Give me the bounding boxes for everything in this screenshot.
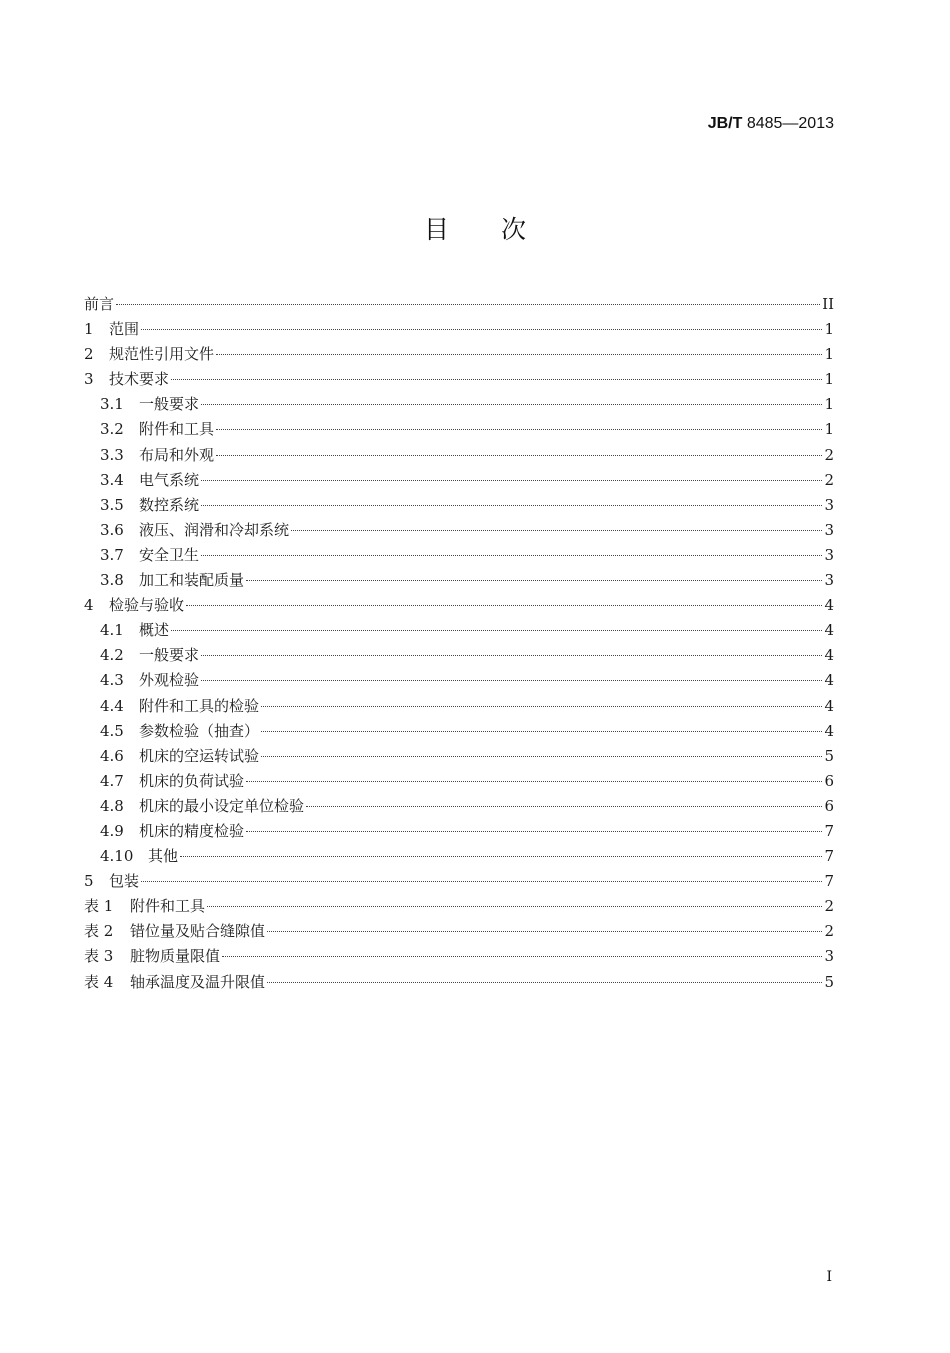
toc-entry-page: 7: [824, 872, 834, 891]
toc-entry[interactable]: [84, 819, 834, 844]
toc-entry-number: 4.4: [100, 696, 124, 715]
toc-entry-label: 电气系统: [139, 470, 200, 489]
toc-entry-number: 4.10: [100, 847, 134, 866]
standard-code-number: 8485—2013: [746, 115, 834, 132]
toc-dot-leader: [141, 329, 822, 330]
toc-entry[interactable]: [84, 944, 834, 969]
toc-entry[interactable]: [84, 744, 834, 769]
toc-entry[interactable]: [84, 342, 834, 367]
toc-entry-number: 4.6: [100, 746, 124, 765]
toc-dot-leader: [201, 680, 822, 681]
toc-entry[interactable]: [84, 794, 834, 819]
toc-entry-number: 4.8: [100, 796, 124, 815]
toc-dot-leader: [306, 806, 822, 807]
toc-dot-leader: [261, 731, 822, 732]
toc-entry-page: 4: [824, 696, 834, 715]
toc-entry-label: 液压、润滑和冷却系统: [139, 520, 290, 539]
toc-dot-leader: [222, 956, 822, 957]
toc-entry-number: 表 4: [84, 972, 114, 991]
toc-entry[interactable]: [84, 417, 834, 442]
toc-entry-page: 4: [824, 671, 834, 690]
toc-entry[interactable]: [84, 869, 834, 894]
toc-entry-label: 参数检验（抽查）: [139, 721, 260, 740]
toc-entry-page: 7: [824, 847, 834, 866]
toc-entry-page: 3: [824, 571, 834, 590]
toc-entry-page: 3: [824, 545, 834, 564]
toc-dot-leader: [201, 480, 822, 481]
toc-dot-leader: [246, 580, 822, 581]
toc-dot-leader: [180, 856, 822, 857]
toc-entry-number: 5: [84, 872, 94, 891]
toc-entry-page: 6: [824, 796, 834, 815]
toc-entry[interactable]: [84, 643, 834, 668]
toc-dot-leader: [216, 354, 822, 355]
toc-entry-page: 3: [824, 947, 834, 966]
toc-entry[interactable]: [84, 919, 834, 944]
toc-entry-label: 脏物质量限值: [130, 947, 221, 966]
toc-entry-page: 1: [824, 370, 834, 389]
toc-entry[interactable]: [84, 618, 834, 643]
toc-dot-leader: [246, 781, 822, 782]
toc-dot-leader: [116, 304, 820, 305]
toc-dot-leader: [267, 931, 822, 932]
toc-entry-label: 规范性引用文件: [109, 345, 215, 364]
toc-dot-leader: [186, 605, 822, 606]
toc-entry-number: 3.4: [100, 470, 124, 489]
toc-dot-leader: [171, 379, 822, 380]
toc-entry[interactable]: [84, 317, 834, 342]
toc-entry-label: 一般要求: [139, 395, 200, 414]
toc-dot-leader: [201, 555, 822, 556]
toc-entry-label: 加工和装配质量: [139, 571, 245, 590]
toc-entry-label: 概述: [139, 621, 170, 640]
toc-dot-leader: [201, 655, 822, 656]
standard-code: [708, 114, 834, 134]
toc-entry-page: 2: [824, 922, 834, 941]
toc-entry-number: 4.9: [100, 821, 124, 840]
toc-entry-page: 7: [824, 821, 834, 840]
toc-entry-number: 3.8: [100, 571, 124, 590]
toc-entry[interactable]: [84, 568, 834, 593]
toc-entry-label: 检验与验收: [109, 596, 185, 615]
toc-entry-number: 1: [84, 320, 94, 339]
toc-entry-page: 3: [824, 520, 834, 539]
toc-entry-label: 机床的最小设定单位检验: [139, 796, 305, 815]
toc-entry-page: 3: [824, 495, 834, 514]
toc-entry[interactable]: [84, 392, 834, 417]
toc-entry-page: 1: [824, 320, 834, 339]
toc-entry[interactable]: [84, 443, 834, 468]
toc-entry-label: 布局和外观: [139, 445, 215, 464]
toc-entry-number: 4.1: [100, 621, 124, 640]
toc-entry-page: 1: [824, 420, 834, 439]
toc-entry-number: 表 3: [84, 947, 114, 966]
toc-entry-label: 其他: [148, 847, 179, 866]
toc-entry[interactable]: [84, 844, 834, 869]
toc-entry-page: 6: [824, 771, 834, 790]
toc-entry-number: 3.2: [100, 420, 124, 439]
toc-entry[interactable]: [84, 668, 834, 693]
toc-dot-leader: [201, 404, 822, 405]
toc-entry-label: 附件和工具的检验: [139, 696, 260, 715]
toc-entry-number: 表 1: [84, 897, 114, 916]
toc-entry-number: 3.6: [100, 520, 124, 539]
toc-entry[interactable]: [84, 493, 834, 518]
toc-entry[interactable]: [84, 970, 834, 995]
toc-entry-label: 安全卫生: [139, 545, 200, 564]
toc-entry[interactable]: [84, 769, 834, 794]
toc-entry-page: 1: [824, 395, 834, 414]
toc-entry[interactable]: [84, 694, 834, 719]
toc-dot-leader: [246, 831, 822, 832]
toc-dot-leader: [216, 429, 822, 430]
toc-dot-leader: [201, 505, 822, 506]
table-of-contents: [84, 292, 834, 995]
toc-entry-number: 2: [84, 345, 94, 364]
toc-entry-label: 机床的空运转试验: [139, 746, 260, 765]
toc-entry[interactable]: [84, 367, 834, 392]
toc-entry-page: 5: [824, 972, 834, 991]
toc-entry-number: 4.3: [100, 671, 124, 690]
toc-dot-leader: [207, 906, 822, 907]
toc-entry-number: 3: [84, 370, 94, 389]
toc-entry-page: 5: [824, 746, 834, 765]
toc-entry-number: 4.5: [100, 721, 124, 740]
toc-entry-page: 4: [824, 646, 834, 665]
toc-entry-label: 附件和工具: [139, 420, 215, 439]
toc-entry-label: 数控系统: [139, 495, 200, 514]
toc-dot-leader: [291, 530, 822, 531]
toc-entry-label: 错位量及贴合缝隙值: [130, 922, 266, 941]
toc-entry-label: 技术要求: [109, 370, 170, 389]
toc-entry-label: 外观检验: [139, 671, 200, 690]
toc-dot-leader: [267, 982, 822, 983]
toc-entry-page: 1: [824, 345, 834, 364]
toc-entry[interactable]: [84, 518, 834, 543]
toc-entry-number: 3.1: [100, 395, 124, 414]
toc-dot-leader: [141, 881, 822, 882]
toc-entry-page: 2: [824, 470, 834, 489]
toc-entry-number: 4.2: [100, 646, 124, 665]
toc-entry-label: 一般要求: [139, 646, 200, 665]
toc-entry-page: 4: [824, 621, 834, 640]
toc-entry-number: 3.3: [100, 445, 124, 464]
toc-entry-number: 4: [84, 596, 94, 615]
toc-entry-page: 4: [824, 596, 834, 615]
toc-dot-leader: [261, 706, 822, 707]
toc-entry-page: II: [822, 295, 834, 313]
page-number: I: [826, 1269, 832, 1285]
toc-entry-label: 轴承温度及温升限值: [130, 972, 266, 991]
toc-dot-leader: [216, 455, 822, 456]
toc-title: 目次: [423, 215, 578, 244]
toc-entry-number: 3.7: [100, 545, 124, 564]
toc-entry[interactable]: [84, 292, 834, 317]
toc-entry-page: 2: [824, 445, 834, 464]
toc-entry-label: 前言: [84, 295, 115, 313]
toc-entry-number: 3.5: [100, 495, 124, 514]
toc-entry[interactable]: [84, 894, 834, 919]
toc-entry[interactable]: [84, 719, 834, 744]
toc-dot-leader: [171, 630, 822, 631]
standard-code-prefix: JB/T: [707, 115, 743, 132]
toc-entry-label: 包装: [109, 872, 140, 891]
toc-dot-leader: [261, 756, 822, 757]
toc-entry-label: 机床的负荷试验: [139, 771, 245, 790]
toc-entry-label: 机床的精度检验: [139, 821, 245, 840]
toc-entry-page: 4: [824, 721, 834, 740]
toc-entry-label: 范围: [109, 320, 140, 339]
toc-entry-number: 表 2: [84, 922, 114, 941]
toc-entry[interactable]: [84, 593, 834, 618]
toc-entry[interactable]: [84, 468, 834, 493]
toc-entry[interactable]: [84, 543, 834, 568]
toc-entry-number: 4.7: [100, 771, 124, 790]
toc-entry-page: 2: [824, 897, 834, 916]
toc-entry-label: 附件和工具: [130, 897, 206, 916]
